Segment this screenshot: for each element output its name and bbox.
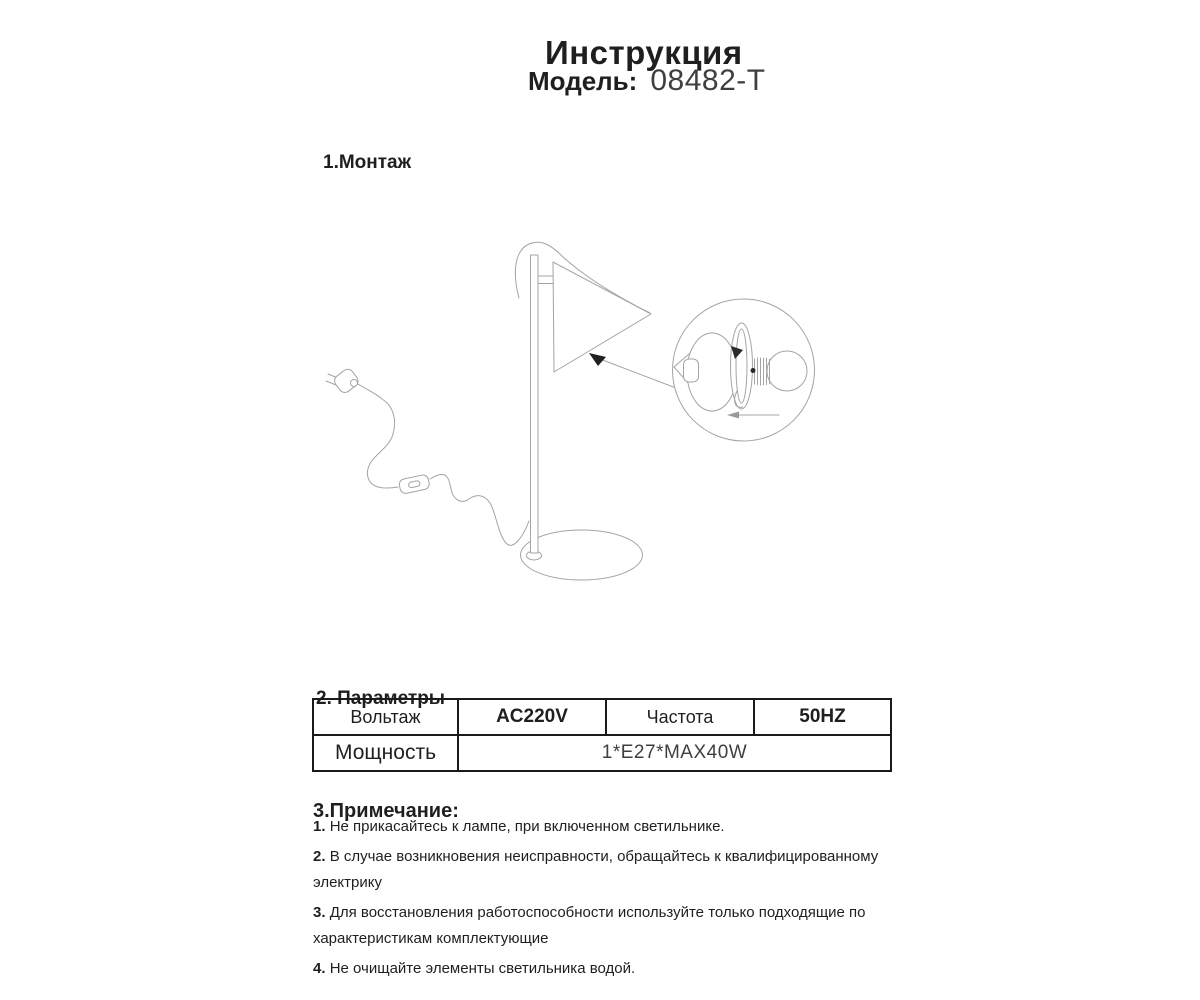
model-number: 08482-T [650, 64, 766, 97]
power-value: 1*E27*MAX40W [458, 735, 891, 771]
voltage-value: AC220V [458, 699, 606, 735]
section-notes-heading: 3.Примечание: [313, 799, 459, 822]
frequency-value: 50HZ [754, 699, 891, 735]
table-row [313, 735, 891, 771]
power-cord-line [353, 381, 529, 545]
voltage-label: Вольтаж [313, 699, 458, 735]
lamp-assembly-diagram [310, 235, 830, 605]
note-item [313, 956, 913, 982]
note-item [313, 844, 913, 896]
note-number: 1. [313, 818, 326, 835]
socket-clip-icon [731, 323, 753, 409]
inline-switch-icon [398, 474, 430, 494]
model-line [528, 64, 766, 98]
section-parameters-heading: 2. Параметры [316, 687, 446, 709]
note-item [313, 814, 913, 840]
table-row [313, 699, 891, 735]
frequency-label: Частота [606, 699, 754, 735]
lamp-base [521, 530, 643, 580]
parameters-table [312, 698, 892, 772]
page-title: Инструкция [545, 34, 743, 72]
note-text: Не очищайте элементы светильника водой. [329, 960, 636, 977]
note-number: 4. [313, 960, 326, 977]
power-plug-icon [326, 367, 360, 395]
power-label: Мощность [313, 735, 458, 771]
note-number: 2. [313, 848, 326, 865]
note-item [313, 900, 913, 952]
model-label: Модель: [528, 66, 638, 96]
note-text: Не прикасайтесь к лампе, при включенном светильнике. [329, 818, 725, 835]
note-text: Для восстановления работоспособности используйте только подходящие по характеристикам комплектующие [313, 904, 866, 947]
pointer-arrow-icon [589, 353, 676, 388]
note-number: 3. [313, 904, 326, 921]
lamp-pole [531, 255, 539, 553]
note-text: В случае возникновения неисправности, обращайтесь к квалифицированному электрику [313, 848, 879, 891]
section-montage-heading: 1.Монтаж [323, 151, 412, 173]
notes-list [313, 814, 913, 986]
